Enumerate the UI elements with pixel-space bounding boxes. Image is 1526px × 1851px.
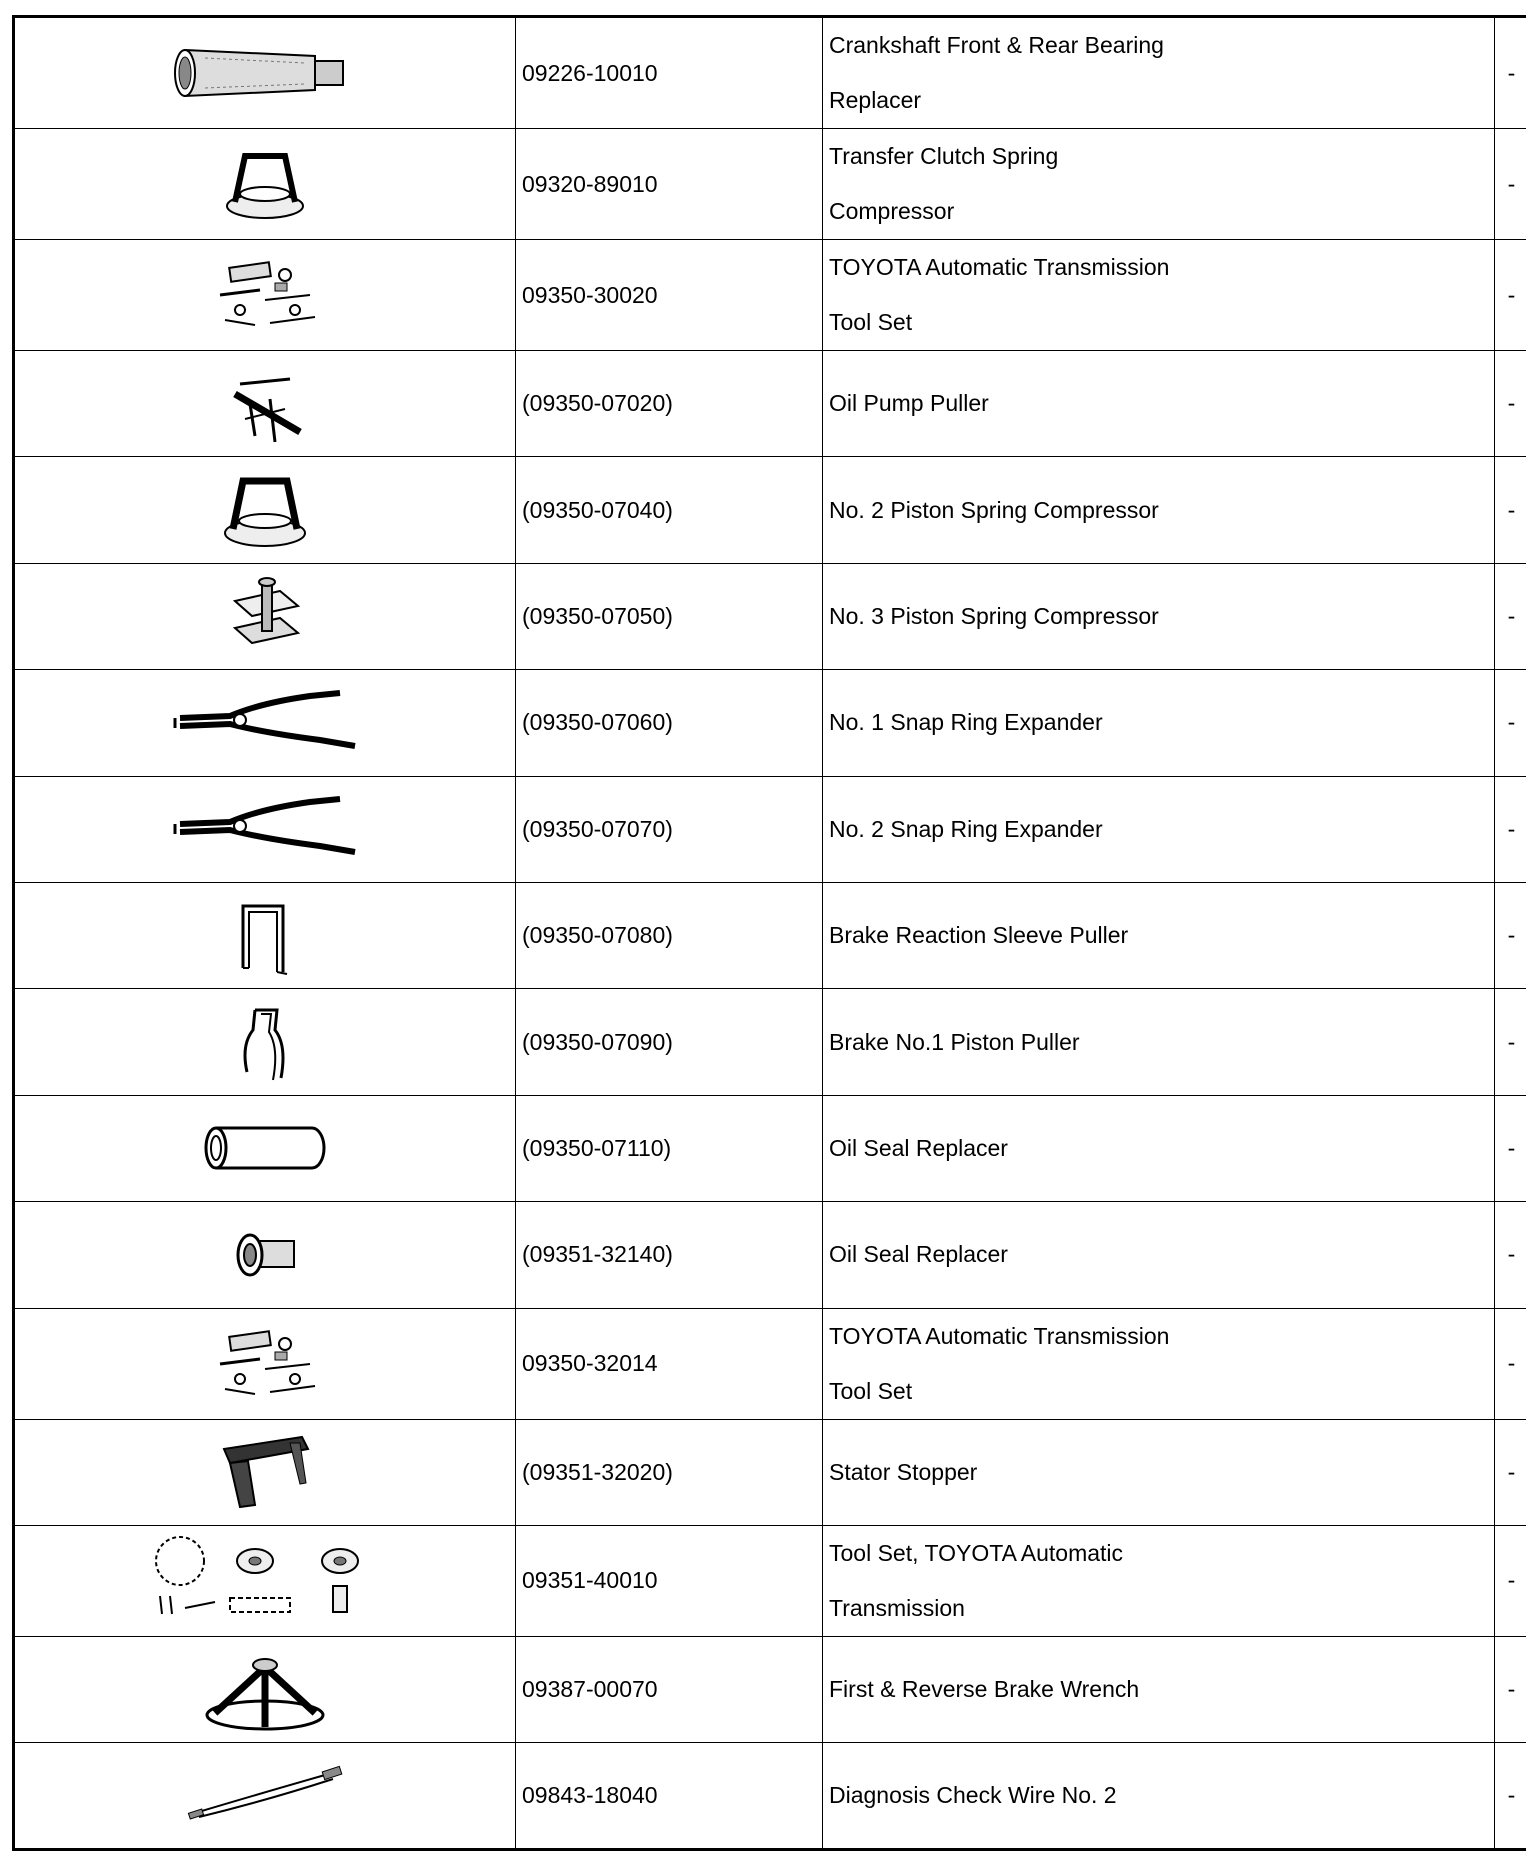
tool-name-line: No. 3 Piston Spring Compressor — [829, 589, 1494, 644]
tool-name-line: Stator Stopper — [829, 1445, 1494, 1500]
tool-illustration-cell — [14, 989, 516, 1095]
disc-tool-set-icon — [15, 1536, 515, 1626]
tool-illustration-cell — [14, 17, 516, 129]
tool-name-line: TOYOTA Automatic Transmission — [829, 1309, 1494, 1364]
tool-name — [823, 670, 1495, 776]
tool-name — [823, 563, 1495, 669]
tool-set-icon — [15, 255, 515, 335]
table-row — [14, 989, 1526, 1095]
part-number: (09350-07050) — [516, 563, 823, 669]
tool-illustration-cell — [14, 670, 516, 776]
tool-name-line: First & Reverse Brake Wrench — [829, 1662, 1494, 1717]
tool-name — [823, 240, 1495, 351]
remark: - — [1495, 240, 1526, 351]
part-number: (09350-07080) — [516, 882, 823, 988]
special-service-tools-table — [12, 15, 1526, 1851]
brake-wrench-icon — [15, 1645, 515, 1735]
table-row — [14, 17, 1526, 129]
tool-name-line: TOYOTA Automatic Transmission — [829, 240, 1494, 295]
part-number: (09350-07020) — [516, 351, 823, 457]
part-number: 09350-32014 — [516, 1308, 823, 1419]
part-number: (09350-07070) — [516, 776, 823, 882]
part-number: (09351-32020) — [516, 1419, 823, 1525]
tool-illustration-cell — [14, 776, 516, 882]
bearing-replacer-icon — [15, 38, 515, 108]
snap-ring-expander-icon — [15, 688, 515, 758]
spring-compressor-icon — [15, 144, 515, 224]
remark: - — [1495, 457, 1526, 563]
check-wire-icon — [15, 1765, 515, 1825]
table-row — [14, 882, 1526, 988]
tool-illustration-cell — [14, 1525, 516, 1636]
part-number: (09350-07060) — [516, 670, 823, 776]
tool-set-icon — [15, 1324, 515, 1404]
part-number: 09843-18040 — [516, 1743, 823, 1849]
piston-spring-compressor-icon — [15, 469, 515, 551]
tool-name — [823, 1743, 1495, 1849]
tool-name-line: No. 1 Snap Ring Expander — [829, 695, 1494, 750]
part-number: (09350-07040) — [516, 457, 823, 563]
tool-name — [823, 1308, 1495, 1419]
tool-name-line: No. 2 Piston Spring Compressor — [829, 483, 1494, 538]
table-row — [14, 1636, 1526, 1742]
tool-name — [823, 1202, 1495, 1308]
tool-name-line: Transmission — [829, 1581, 1494, 1636]
tool-name-line: Compressor — [829, 184, 1494, 239]
sleeve-puller-icon — [15, 896, 515, 976]
tool-name-line: Transfer Clutch Spring — [829, 129, 1494, 184]
table-row — [14, 1525, 1526, 1636]
tool-name — [823, 351, 1495, 457]
tool-illustration-cell — [14, 457, 516, 563]
table-row — [14, 563, 1526, 669]
part-number: 09351-40010 — [516, 1525, 823, 1636]
tool-illustration-cell — [14, 1202, 516, 1308]
remark: - — [1495, 17, 1526, 129]
tool-illustration-cell — [14, 1095, 516, 1201]
tool-name — [823, 1419, 1495, 1525]
tool-name-line: Brake No.1 Piston Puller — [829, 1015, 1494, 1070]
remark: - — [1495, 1308, 1526, 1419]
part-number: (09350-07090) — [516, 989, 823, 1095]
tool-name — [823, 1636, 1495, 1742]
tool-illustration-cell — [14, 563, 516, 669]
tool-name — [823, 17, 1495, 129]
remark: - — [1495, 989, 1526, 1095]
tool-name-line: Diagnosis Check Wire No. 2 — [829, 1768, 1494, 1823]
remark: - — [1495, 1202, 1526, 1308]
tool-illustration-cell — [14, 129, 516, 240]
tool-name-line: Oil Pump Puller — [829, 376, 1494, 431]
remark: - — [1495, 351, 1526, 457]
tool-illustration-cell — [14, 1419, 516, 1525]
remark: - — [1495, 882, 1526, 988]
remark: - — [1495, 1419, 1526, 1525]
part-number: (09351-32140) — [516, 1202, 823, 1308]
table-row — [14, 1202, 1526, 1308]
tool-illustration-cell — [14, 1636, 516, 1742]
table-row — [14, 129, 1526, 240]
table-row — [14, 457, 1526, 563]
tool-name — [823, 882, 1495, 988]
tool-name — [823, 1525, 1495, 1636]
table-row — [14, 670, 1526, 776]
table-row — [14, 1095, 1526, 1201]
tool-name-line: Crankshaft Front & Rear Bearing — [829, 18, 1494, 73]
part-number: 09387-00070 — [516, 1636, 823, 1742]
table-row — [14, 776, 1526, 882]
plate-compressor-icon — [15, 576, 515, 656]
tool-illustration-cell — [14, 240, 516, 351]
tube-replacer-icon — [15, 1120, 515, 1176]
remark: - — [1495, 129, 1526, 240]
tool-name-line: Replacer — [829, 73, 1494, 128]
tool-name-line: No. 2 Snap Ring Expander — [829, 802, 1494, 857]
remark: - — [1495, 1743, 1526, 1849]
tool-name-line: Tool Set — [829, 295, 1494, 350]
table-row — [14, 1743, 1526, 1849]
tool-illustration-cell — [14, 1308, 516, 1419]
remark: - — [1495, 670, 1526, 776]
tool-name — [823, 457, 1495, 563]
tool-name-line: Oil Seal Replacer — [829, 1227, 1494, 1282]
tool-name — [823, 1095, 1495, 1201]
tool-name-line: Brake Reaction Sleeve Puller — [829, 908, 1494, 963]
table-row — [14, 1308, 1526, 1419]
snap-ring-expander-icon — [15, 794, 515, 864]
piston-puller-icon — [15, 1000, 515, 1084]
tool-name — [823, 776, 1495, 882]
part-number: 09320-89010 — [516, 129, 823, 240]
stator-stopper-icon — [15, 1429, 515, 1515]
oil-pump-puller-icon — [15, 364, 515, 444]
part-number: 09226-10010 — [516, 17, 823, 129]
part-number: (09350-07110) — [516, 1095, 823, 1201]
table-row — [14, 351, 1526, 457]
seal-replacer-icon — [15, 1225, 515, 1285]
part-number: 09350-30020 — [516, 240, 823, 351]
table-row — [14, 240, 1526, 351]
tool-illustration-cell — [14, 882, 516, 988]
tool-illustration-cell — [14, 351, 516, 457]
tool-name-line: Tool Set — [829, 1364, 1494, 1419]
remark: - — [1495, 1636, 1526, 1742]
remark: - — [1495, 1525, 1526, 1636]
tool-name — [823, 989, 1495, 1095]
remark: - — [1495, 563, 1526, 669]
tool-illustration-cell — [14, 1743, 516, 1849]
tool-name — [823, 129, 1495, 240]
remark: - — [1495, 776, 1526, 882]
tool-name-line: Oil Seal Replacer — [829, 1121, 1494, 1176]
tool-name-line: Tool Set, TOYOTA Automatic — [829, 1526, 1494, 1581]
table-row — [14, 1419, 1526, 1525]
remark: - — [1495, 1095, 1526, 1201]
